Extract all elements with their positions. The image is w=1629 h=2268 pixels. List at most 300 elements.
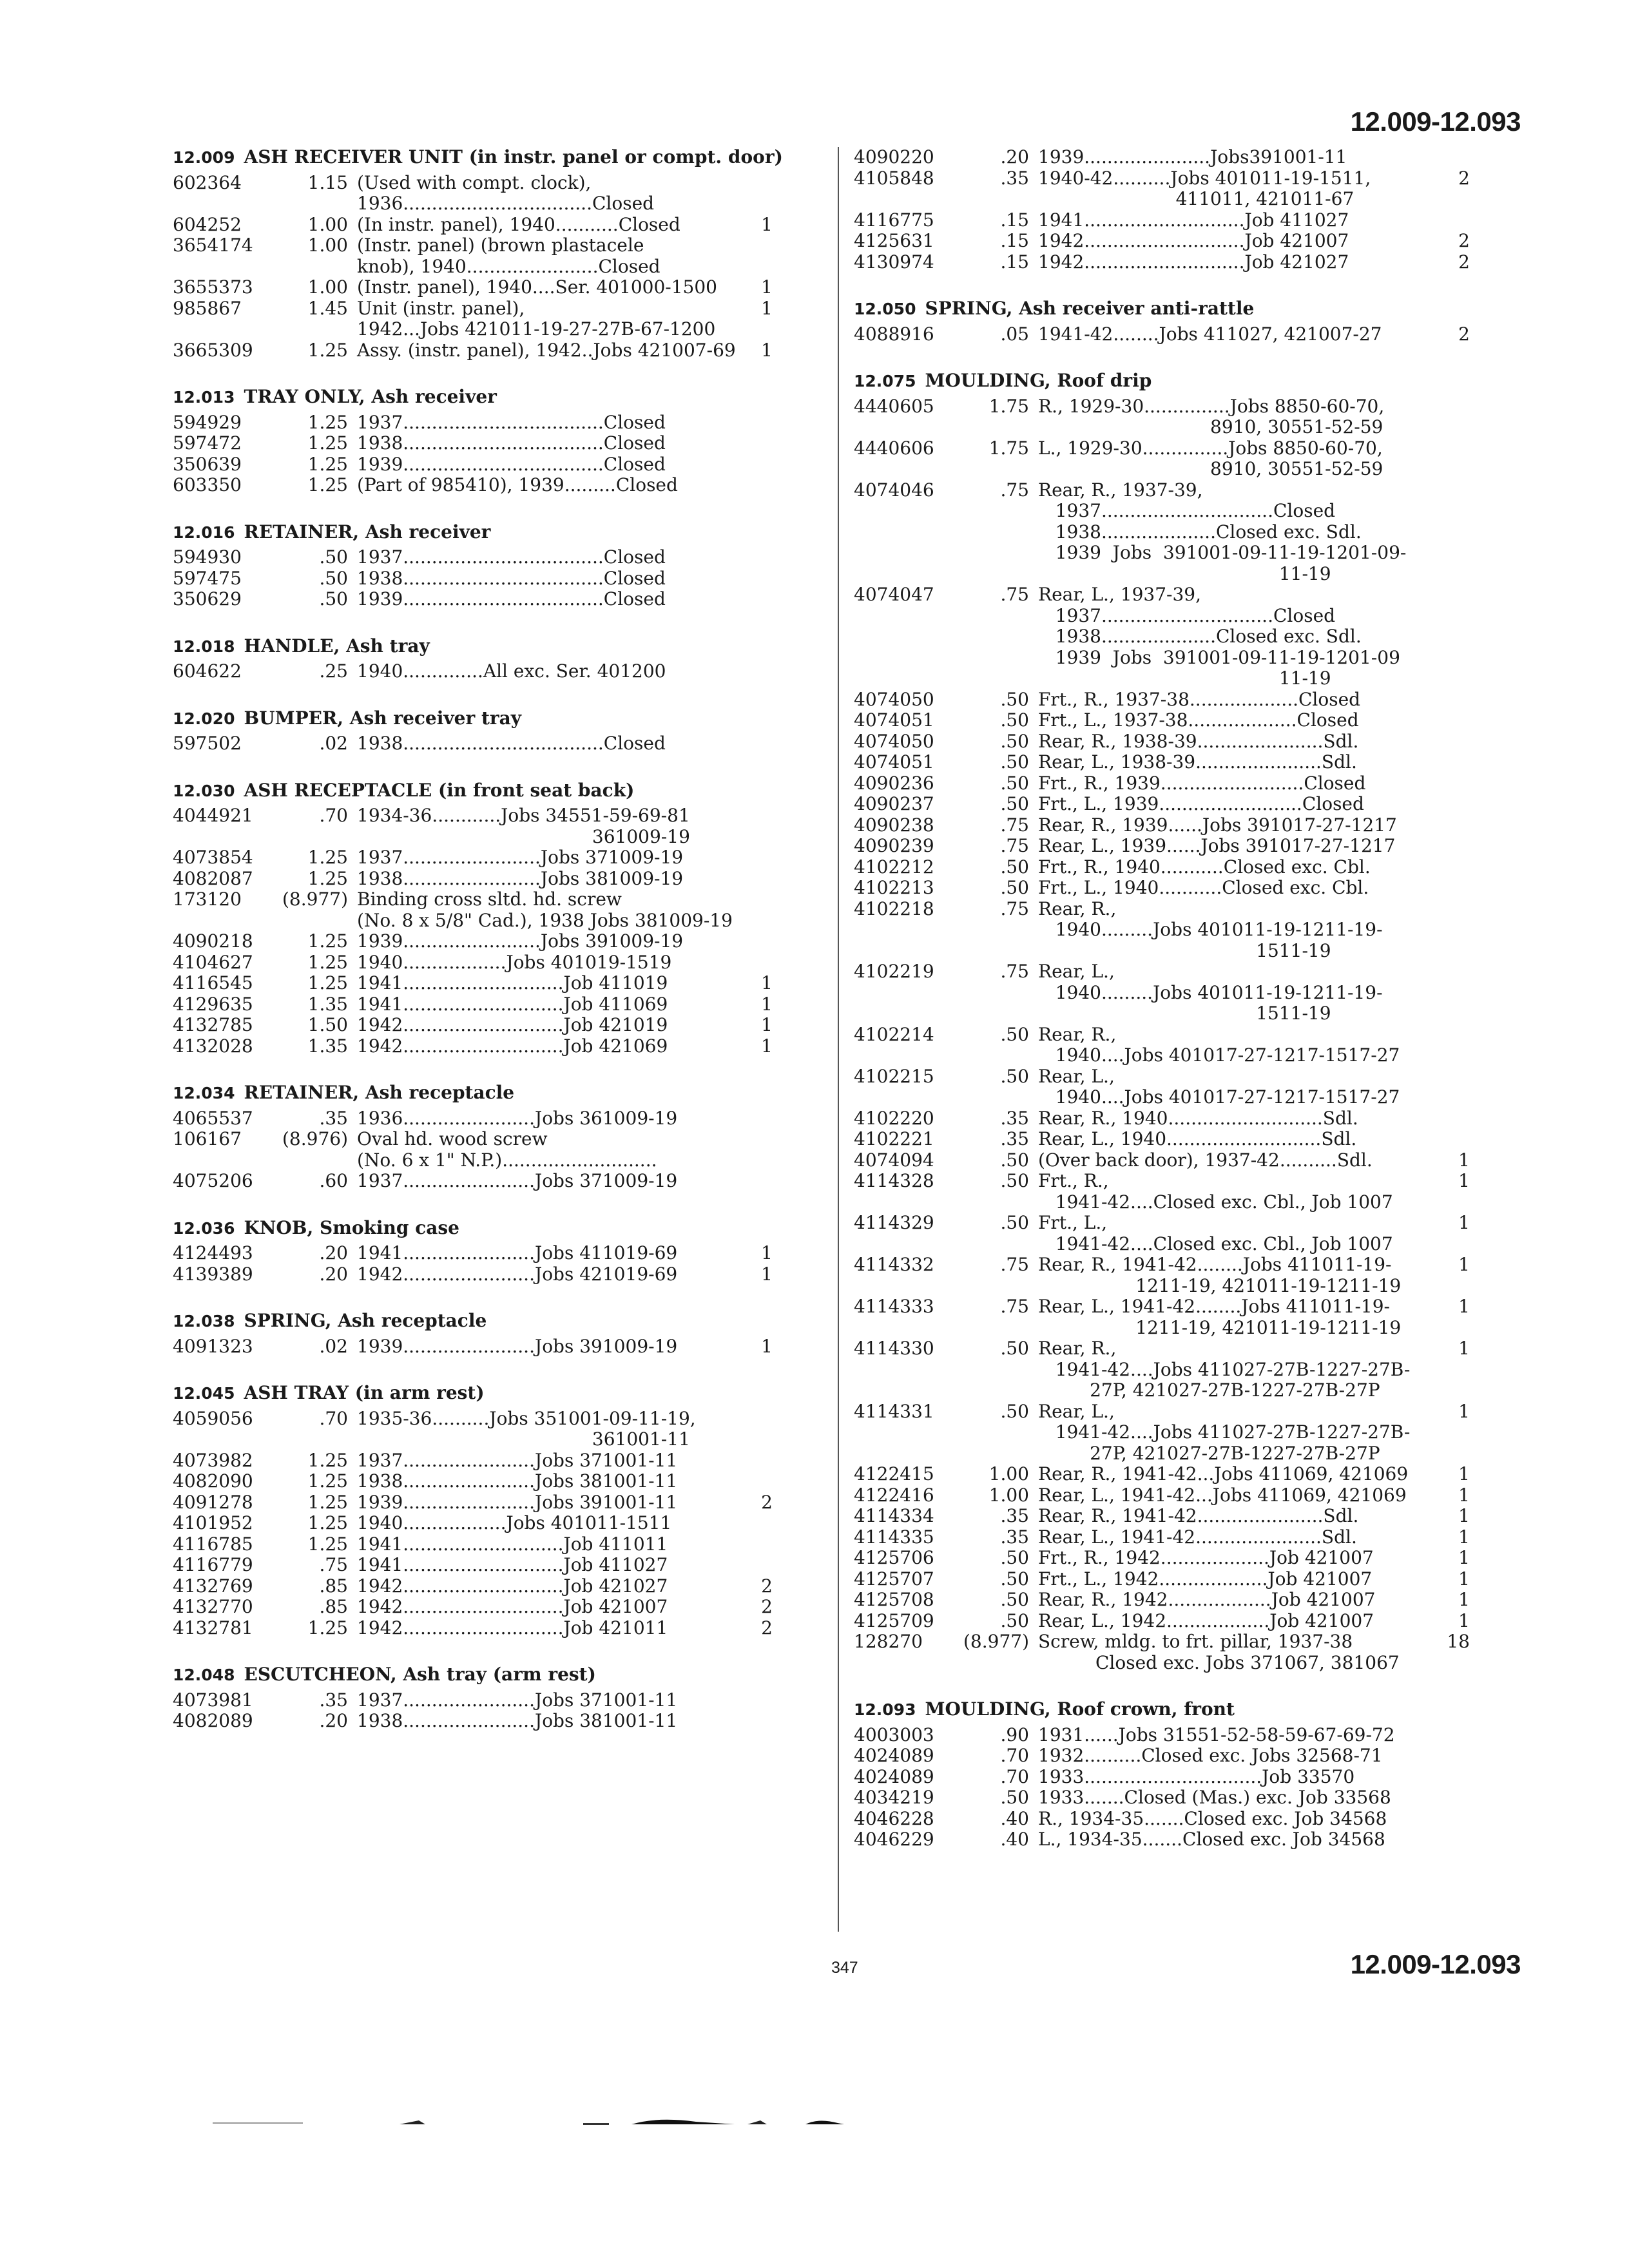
part-description: Rear, L., 1941-42....Jobs 411027-27B-1227-27B- 27P, 421027-27B-1227-27B-27P — [1038, 1400, 1411, 1464]
part-row — [854, 1024, 1511, 1066]
part-number: 4075206 — [173, 1170, 253, 1191]
section-12-036 — [173, 1218, 830, 1285]
part-description: 1941............................Job 411027 — [357, 1554, 668, 1575]
part-row — [173, 433, 830, 454]
section-title — [173, 1218, 830, 1240]
section-12-016 — [173, 522, 830, 610]
part-row — [173, 1492, 830, 1514]
list-price: .75 — [1000, 961, 1029, 982]
section-heading: HANDLE, Ash tray — [244, 635, 430, 657]
list-price: 1.25 — [307, 411, 348, 433]
part-number: 4125708 — [854, 1589, 934, 1610]
part-description: 1939........................Jobs 391009-19 — [357, 930, 684, 952]
part-description: 1942............................Job 421019 — [357, 1014, 668, 1035]
part-description: Rear, L., 1937-39, 1937..............................Closed 1938....................Closed exc. Sdl. 1939 Jobs 391001-09-11-19-1201-09 11-19 — [1038, 584, 1400, 689]
list-price: 1.35 — [307, 993, 348, 1015]
list-price: 1.00 — [307, 213, 348, 235]
list-price: (8.977) — [282, 889, 349, 910]
part-row — [854, 710, 1511, 731]
part-description: L., 1929-30...............Jobs 8850-60-70, 8910, 30551-52-59 — [1038, 437, 1383, 479]
quantity-per-car: 1 — [1458, 1610, 1470, 1631]
section-heading: RETAINER, Ash receptacle — [244, 1082, 515, 1103]
part-row — [173, 340, 830, 361]
part-row — [173, 215, 830, 236]
list-price: .40 — [1000, 1807, 1029, 1829]
part-description: 1941.......................Jobs 411019-69 — [357, 1242, 678, 1264]
section-heading: SPRING, Ash receptacle — [244, 1310, 487, 1331]
part-description: 1934-36............Jobs 34551-59-69-81 361009-19 — [357, 805, 690, 847]
part-row — [173, 973, 830, 994]
part-number: 4074051 — [854, 709, 934, 731]
list-price: 1.45 — [307, 297, 348, 319]
part-number: 4024089 — [854, 1765, 934, 1787]
list-price: .50 — [1000, 1787, 1029, 1808]
part-number: 4074050 — [854, 688, 934, 710]
part-number: 4082090 — [173, 1470, 253, 1492]
part-description: 1937...................................Closed — [357, 411, 666, 433]
part-number: 4044921 — [173, 805, 253, 826]
part-number: 4074094 — [854, 1149, 934, 1171]
part-description: 1942............................Job 421027 — [357, 1575, 668, 1597]
part-row — [854, 480, 1511, 585]
part-row — [854, 815, 1511, 836]
part-number: 4132769 — [173, 1575, 253, 1597]
part-description: 1935-36..........Jobs 351001-09-11-19, 361001-11 — [357, 1407, 696, 1450]
list-price: .75 — [319, 1554, 348, 1575]
list-price: .70 — [319, 1407, 348, 1429]
part-description: Rear, L., 1940.........Jobs 401011-19-1211-19- 1511-19 — [1038, 961, 1383, 1024]
part-description: Unit (instr. panel), 1942...Jobs 421011-19-27-27B-67-1200 — [357, 297, 716, 340]
part-row — [173, 547, 830, 568]
list-price: 1.25 — [307, 453, 348, 475]
quantity-per-car: 1 — [761, 993, 773, 1015]
part-row — [854, 1767, 1511, 1788]
part-row — [173, 889, 830, 931]
part-description: (Part of 985410), 1939.........Closed — [357, 474, 678, 495]
part-description: Rear, R., 1938-39......................Sdl. — [1038, 730, 1359, 752]
list-price: .20 — [319, 1263, 348, 1285]
part-description: Rear, L., 1942..................Job 421007 — [1038, 1610, 1374, 1631]
part-row — [854, 731, 1511, 753]
part-description: 1941-42........Jobs 411027, 421007-27 — [1038, 323, 1382, 345]
section-title — [173, 636, 830, 658]
part-row — [854, 1787, 1511, 1809]
list-price: 1.25 — [307, 432, 348, 454]
part-description: Frt., R., 1937-38...................Closed — [1038, 688, 1361, 710]
part-row — [173, 1129, 830, 1171]
part-description: Rear, R., 1941-42....Jobs 411027-27B-1227-27B- 27P, 421027-27B-1227-27B-27P — [1038, 1338, 1411, 1401]
part-number: 4132785 — [173, 1014, 253, 1035]
part-number: 4104627 — [173, 951, 253, 973]
part-number: 4102219 — [854, 961, 934, 982]
quantity-per-car: 1 — [761, 1014, 773, 1035]
page-number: 347 — [831, 1959, 858, 1977]
list-price: 1.25 — [307, 1512, 348, 1533]
quantity-per-car: 1 — [1458, 1484, 1470, 1506]
part-number: 597472 — [173, 432, 242, 454]
list-price: .50 — [1000, 1547, 1029, 1568]
part-number: 594929 — [173, 411, 242, 433]
list-price: 1.25 — [307, 867, 348, 889]
part-number: 4139389 — [173, 1263, 253, 1285]
quantity-per-car: 18 — [1447, 1631, 1470, 1652]
part-row — [854, 1527, 1511, 1548]
part-description: 1940..................Jobs 401011-1511 — [357, 1512, 672, 1533]
section-heading: ASH RECEIVER UNIT (in instr. panel or compt. door) — [244, 146, 783, 168]
quantity-per-car: 1 — [1458, 1505, 1470, 1526]
list-price: .35 — [1000, 1107, 1029, 1129]
part-number: 4125631 — [854, 230, 934, 251]
section-number: 12.045 — [173, 1384, 235, 1403]
part-row — [173, 589, 830, 610]
part-row — [173, 1471, 830, 1492]
section-number: 12.093 — [854, 1700, 916, 1719]
quantity-per-car: 1 — [761, 213, 773, 235]
part-description: 1939......................Jobs391001-11 — [1038, 146, 1347, 168]
list-price: .60 — [319, 1170, 348, 1191]
part-row — [854, 1213, 1511, 1254]
quantity-per-car: 1 — [761, 1335, 773, 1357]
part-row — [173, 1036, 830, 1057]
part-number: 4114329 — [854, 1212, 934, 1233]
list-price: .15 — [1000, 251, 1029, 273]
part-description: Rear, R., 1942..................Job 421007 — [1038, 1589, 1376, 1610]
part-number: 4046229 — [854, 1829, 934, 1850]
part-description: R., 1934-35.......Closed exc. Job 34568 — [1038, 1807, 1387, 1829]
part-row — [854, 252, 1511, 273]
quantity-per-car: 2 — [761, 1617, 773, 1639]
part-description: 1933.......Closed (Mas.) exc. Job 33568 — [1038, 1787, 1391, 1808]
part-row — [173, 847, 830, 869]
part-number: 4116775 — [854, 209, 934, 231]
part-row — [173, 173, 830, 215]
list-price: .75 — [1000, 898, 1029, 919]
list-price: .50 — [1000, 730, 1029, 752]
part-row — [854, 689, 1511, 711]
list-price: 1.00 — [307, 235, 348, 256]
part-row — [173, 931, 830, 952]
part-number: 4114334 — [854, 1505, 934, 1526]
list-price: 1.25 — [307, 1470, 348, 1492]
list-price: .85 — [319, 1596, 348, 1617]
quantity-per-car: 1 — [761, 339, 773, 361]
section-title — [173, 1082, 830, 1104]
part-row — [854, 1611, 1511, 1632]
part-description: Rear, R., 1941-42........Jobs 411011-19- 1211-19, 421011-19-1211-19 — [1038, 1254, 1402, 1296]
part-number: 350639 — [173, 453, 242, 475]
section-number: 12.038 — [173, 1312, 235, 1331]
list-price: .90 — [1000, 1724, 1029, 1745]
part-number: 4073854 — [173, 847, 253, 868]
part-description: Frt., L., 1940...........Closed exc. Cbl. — [1038, 877, 1369, 898]
list-price: .50 — [1000, 793, 1029, 814]
part-number: 4440606 — [854, 437, 934, 459]
part-description: Rear, L., 1941-42........Jobs 411011-19- 1211-19, 421011-19-1211-19 — [1038, 1296, 1402, 1338]
part-number: 597475 — [173, 567, 242, 589]
part-row — [854, 1066, 1511, 1108]
part-row — [173, 298, 830, 340]
part-number: 4114333 — [854, 1296, 934, 1317]
part-number: 106167 — [173, 1128, 242, 1149]
part-row — [854, 147, 1511, 168]
part-row — [173, 1015, 830, 1036]
part-row — [854, 168, 1511, 210]
part-number: 4074050 — [854, 730, 934, 752]
part-description: Frt., L., 1937-38...................Closed — [1038, 709, 1359, 731]
part-description: Rear, R., 1940...........................Sdl. — [1038, 1107, 1358, 1129]
page-header-range: 12.009-12.093 — [1350, 106, 1521, 137]
part-description: 1939.......................Jobs 391009-19 — [357, 1335, 678, 1357]
part-description: 1938...................................Closed — [357, 432, 666, 454]
part-row — [854, 1129, 1511, 1150]
part-row — [854, 1829, 1511, 1850]
list-price: .20 — [319, 1710, 348, 1731]
section-number: 12.075 — [854, 372, 916, 390]
part-number: 3655373 — [173, 276, 253, 298]
part-description: 1940..................Jobs 401019-1519 — [357, 951, 672, 973]
part-description: 1936.......................Jobs 361009-19 — [357, 1107, 678, 1129]
part-number: 597502 — [173, 733, 242, 754]
list-price: .02 — [319, 1335, 348, 1357]
part-number: 4024089 — [854, 1745, 934, 1766]
quantity-per-car: 1 — [1458, 1526, 1470, 1548]
section-heading: KNOB, Smoking case — [244, 1216, 459, 1238]
part-description: 1939.......................Jobs 391001-11 — [357, 1491, 678, 1513]
list-price: 1.00 — [988, 1463, 1029, 1485]
part-row — [854, 231, 1511, 252]
list-price: .50 — [1000, 1170, 1029, 1191]
part-row — [173, 1576, 830, 1597]
quantity-per-car: 2 — [1458, 230, 1470, 251]
part-number: 4003003 — [854, 1724, 934, 1745]
part-description: Oval hd. wood screw (No. 6 x 1" N.P.)........................... — [357, 1128, 657, 1171]
part-row — [173, 994, 830, 1015]
list-price: .50 — [1000, 1589, 1029, 1610]
part-row — [854, 1485, 1511, 1506]
part-number: 4088916 — [854, 323, 934, 345]
part-description: 1937........................Jobs 371009-19 — [357, 847, 684, 868]
list-price: (8.976) — [282, 1128, 349, 1149]
part-row — [173, 475, 830, 496]
part-description: Rear, R., 1940.........Jobs 401011-19-1211-19- 1511-19 — [1038, 898, 1383, 961]
section-title — [173, 147, 830, 169]
quantity-per-car: 1 — [1458, 1212, 1470, 1233]
part-row — [173, 1618, 830, 1639]
part-row — [173, 568, 830, 590]
quantity-per-car: 1 — [1458, 1296, 1470, 1317]
part-number: 4090239 — [854, 835, 934, 856]
part-number: 4114335 — [854, 1526, 934, 1548]
right-column — [854, 147, 1511, 1876]
part-description: (Instr. panel), 1940....Ser. 401000-1500 — [357, 276, 717, 298]
section-title — [173, 1383, 830, 1405]
quantity-per-car: 1 — [1458, 1149, 1470, 1171]
list-price: .70 — [319, 805, 348, 826]
part-number: 4101952 — [173, 1512, 253, 1533]
part-description: Frt., R., 1942...................Job 421007 — [1038, 1547, 1374, 1568]
quantity-per-car: 1 — [1458, 1547, 1470, 1568]
part-description: (Used with compt. clock), 1936.................................Closed — [357, 171, 655, 214]
part-number: 4073982 — [173, 1449, 253, 1471]
part-row — [854, 324, 1511, 345]
part-description: Screw, mldg. to frt. pillar, 1937-38 Closed exc. Jobs 371067, 381067 — [1038, 1631, 1400, 1673]
part-row — [854, 899, 1511, 962]
part-description: Rear, L., 1941-42......................Sdl. — [1038, 1526, 1357, 1548]
part-number: 602364 — [173, 171, 242, 193]
section-heading: BUMPER, Ash receiver tray — [244, 707, 522, 729]
section-number: 12.036 — [173, 1218, 235, 1238]
quantity-per-car: 1 — [761, 297, 773, 319]
list-price: .50 — [319, 546, 348, 568]
section-heading: RETAINER, Ash receiver — [244, 521, 491, 543]
part-number: 173120 — [173, 889, 242, 910]
section-number: 12.050 — [854, 300, 916, 318]
part-row — [173, 1555, 830, 1576]
section-12-030 — [173, 780, 830, 1057]
part-description: Rear, L., 1940...........................Sdl. — [1038, 1128, 1357, 1149]
section-title — [854, 298, 1511, 320]
quantity-per-car: 2 — [1458, 251, 1470, 273]
quantity-per-car: 1 — [761, 276, 773, 298]
part-description: 1941............................Job 411069 — [357, 993, 668, 1015]
section-12-050 — [854, 298, 1511, 345]
list-price: .20 — [319, 1242, 348, 1264]
part-description: 1938...................................Closed — [357, 733, 666, 754]
section-title — [173, 1311, 830, 1332]
part-row — [854, 1338, 1511, 1401]
list-price: .50 — [1000, 1610, 1029, 1631]
part-number: 4091278 — [173, 1491, 253, 1513]
part-number: 594930 — [173, 546, 242, 568]
section-heading: MOULDING, Roof drip — [925, 370, 1152, 391]
part-description: 1937.......................Jobs 371009-19 — [357, 1170, 678, 1191]
list-price: 1.15 — [307, 171, 348, 193]
part-row — [854, 1809, 1511, 1830]
quantity-per-car: 1 — [1458, 1170, 1470, 1191]
list-price: 1.25 — [307, 1533, 348, 1555]
part-row — [854, 1150, 1511, 1171]
list-price: 1.25 — [307, 1617, 348, 1639]
quantity-per-car: 1 — [761, 972, 773, 994]
part-row — [173, 952, 830, 974]
part-number: 4440605 — [854, 395, 934, 417]
list-price: .50 — [1000, 709, 1029, 731]
part-row — [173, 1264, 830, 1285]
part-number: 4130974 — [854, 251, 934, 273]
part-row — [854, 1548, 1511, 1569]
part-row — [173, 1450, 830, 1472]
part-row — [854, 857, 1511, 878]
part-description: Rear, R., 1937-39, 1937..............................Closed 1938....................Closed exc. Sdl. 1939 Jobs 391001-09-11-19-1201-09- 11-19 — [1038, 479, 1407, 584]
part-description: 1942............................Job 421027 — [1038, 251, 1349, 273]
section-12-093 — [854, 1699, 1511, 1850]
part-row — [854, 836, 1511, 857]
list-price: .35 — [319, 1107, 348, 1129]
part-description: Assy. (instr. panel), 1942..Jobs 421007-69 — [357, 339, 736, 361]
part-row — [854, 1401, 1511, 1465]
part-description: 1940-42..........Jobs 401011-19-1511, 411011, 421011-67 — [1038, 167, 1371, 209]
part-number: 4065537 — [173, 1107, 253, 1129]
section-number: 12.020 — [173, 709, 235, 728]
section-title — [173, 387, 830, 408]
quantity-per-car: 1 — [1458, 1463, 1470, 1485]
quantity-per-car: 1 — [1458, 1254, 1470, 1275]
part-number: 3665309 — [173, 339, 253, 361]
left-column — [173, 147, 830, 1758]
part-description: Rear, L., 1941-42...Jobs 411069, 421069 — [1038, 1484, 1407, 1506]
list-price: .50 — [1000, 751, 1029, 773]
part-description: 1941............................Job 411027 — [1038, 209, 1349, 231]
part-number: 4124493 — [173, 1242, 253, 1264]
quantity-per-car: 1 — [1458, 1338, 1470, 1359]
part-number: 4074051 — [854, 751, 934, 773]
section-number: 12.048 — [173, 1666, 235, 1684]
part-number: 4034219 — [854, 1787, 934, 1808]
page-footer-range: 12.009-12.093 — [1350, 1949, 1521, 1979]
list-price: .05 — [1000, 323, 1029, 345]
part-number: 4046228 — [854, 1807, 934, 1829]
quantity-per-car: 2 — [761, 1491, 773, 1513]
part-number: 4059056 — [173, 1407, 253, 1429]
part-row — [173, 277, 830, 298]
part-number: 3654174 — [173, 235, 253, 256]
part-number: 4116545 — [173, 972, 253, 994]
part-description: 1938...................................Closed — [357, 567, 666, 589]
part-row — [173, 1108, 830, 1129]
list-price: (8.977) — [963, 1631, 1030, 1652]
part-description: 1937.......................Jobs 371001-11 — [357, 1449, 678, 1471]
list-price: 1.00 — [307, 276, 348, 298]
part-number: 4114330 — [854, 1338, 934, 1359]
part-number: 4125709 — [854, 1610, 934, 1631]
part-description: 1932..........Closed exc. Jobs 32568-71 — [1038, 1745, 1383, 1766]
part-number: 4125707 — [854, 1568, 934, 1590]
list-price: .50 — [1000, 856, 1029, 878]
part-description: 1942............................Job 421069 — [357, 1035, 668, 1057]
part-row — [854, 396, 1511, 438]
part-number: 4116785 — [173, 1533, 253, 1555]
scan-artifact-marks — [206, 2117, 979, 2129]
list-price: .70 — [1000, 1745, 1029, 1766]
part-description: Frt., R., 1939.........................Closed — [1038, 772, 1366, 794]
section-number: 12.030 — [173, 781, 235, 800]
part-number: 4114331 — [854, 1400, 934, 1422]
section-heading: MOULDING, Roof crown, front — [925, 1698, 1235, 1720]
part-number: 4102218 — [854, 898, 934, 919]
part-row — [854, 752, 1511, 773]
list-price: .50 — [319, 567, 348, 589]
part-number: 4082089 — [173, 1710, 253, 1731]
section-title — [854, 370, 1511, 392]
part-description: 1940..............All exc. Ser. 401200 — [357, 660, 666, 682]
part-row — [854, 1171, 1511, 1213]
part-row — [854, 1108, 1511, 1129]
list-price: .20 — [1000, 146, 1029, 168]
section-heading: TRAY ONLY, Ash receiver — [244, 386, 497, 407]
part-description: Frt., R., 1941-42....Closed exc. Cbl., Job 1007 — [1038, 1170, 1393, 1213]
part-number: 4105848 — [854, 167, 934, 189]
section-title — [173, 708, 830, 730]
list-price: .35 — [319, 1689, 348, 1711]
part-description: (Instr. panel) (brown plastacele knob), 1940.......................Closed — [357, 235, 660, 277]
part-number: 603350 — [173, 474, 242, 495]
section-12-020 — [173, 708, 830, 754]
part-description: Rear, R., 1941-42......................Sdl. — [1038, 1505, 1359, 1526]
list-price: .85 — [319, 1575, 348, 1597]
part-number: 604622 — [173, 660, 242, 682]
part-number: 4074046 — [854, 479, 934, 501]
list-price: .50 — [1000, 688, 1029, 710]
